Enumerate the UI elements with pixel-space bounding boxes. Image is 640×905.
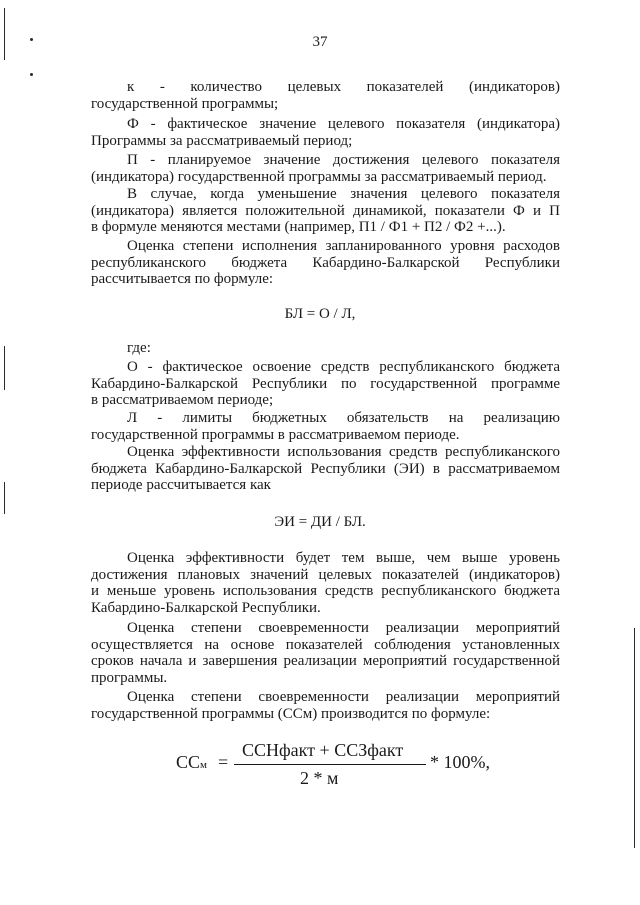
paragraph-efficiency-higher bbox=[91, 550, 560, 616]
text-line: и меньше уровень использования средств республиканского бюджета bbox=[91, 583, 560, 599]
text-line: Оценка степени исполнения запланированного уровня расходов bbox=[127, 238, 560, 254]
formula-bl: БЛ = О / Л, bbox=[284, 306, 356, 322]
formula-ei: ЭИ = ДИ / БЛ. bbox=[274, 514, 366, 530]
text-line: (индикатора) является положительной динамикой, показатели Ф и П bbox=[91, 202, 560, 219]
paragraph-expense-level bbox=[91, 238, 560, 288]
scan-mark bbox=[4, 482, 5, 514]
scan-mark bbox=[30, 73, 33, 76]
paragraph-o bbox=[91, 359, 560, 409]
text-line: осуществляется на основе показателей соблюдения установленных bbox=[91, 636, 560, 653]
paragraph-ssm bbox=[91, 689, 560, 722]
text-line: достижения плановых значений целевых показателей (индикаторов) bbox=[91, 566, 560, 583]
text-line: Кабардино-Балкарской Республики. bbox=[91, 599, 321, 616]
paragraph-efficiency bbox=[91, 444, 560, 494]
formula-lhs: ССм bbox=[176, 752, 207, 772]
paragraph-p bbox=[91, 152, 560, 185]
paragraph-l bbox=[91, 410, 560, 443]
page-number: 37 bbox=[312, 34, 328, 50]
formula-tail: * 100%, bbox=[430, 752, 490, 772]
text-line: к - количество целевых показателей (индикаторов) bbox=[127, 79, 560, 95]
scan-mark bbox=[634, 628, 635, 848]
fraction-bar bbox=[234, 764, 426, 765]
text-line: рассчитывается по формуле: bbox=[91, 271, 274, 287]
formula-numerator: ССНфакт + ССЗфакт bbox=[242, 740, 404, 760]
label-gde bbox=[91, 340, 560, 357]
text-line: периоде рассчитывается как bbox=[91, 477, 271, 493]
text-line: Оценка эффективности будет тем выше, чем выше уровень bbox=[127, 550, 560, 566]
text-line: Оценка степени своевременности реализации мероприятий bbox=[127, 620, 560, 636]
text-line: П - планируемое значение достижения целевого показателя bbox=[127, 152, 560, 168]
scan-mark bbox=[4, 346, 5, 390]
text-line: Л - лимиты бюджетных обязательств на реализацию bbox=[127, 410, 560, 426]
text-line: государственной программы; bbox=[91, 95, 279, 112]
text-line: Оценка степени своевременности реализации мероприятий bbox=[127, 689, 560, 705]
text-line: программы. bbox=[91, 669, 168, 686]
text-line: (индикатора) государственной программы за рассматриваемый период. bbox=[91, 168, 547, 185]
text-line: Кабардино-Балкарской Республики по государственной программе bbox=[91, 375, 560, 392]
scan-mark bbox=[4, 8, 5, 60]
text-line: государственной программы (ССм) производится по формуле: bbox=[91, 705, 491, 722]
text-line: где: bbox=[127, 340, 151, 356]
text-line: сроков начала и завершения реализации мероприятий государственной bbox=[91, 653, 560, 669]
text-line: В случае, когда уменьшение значения целевого показателя bbox=[127, 186, 560, 202]
formula-lhs-subscript: м bbox=[200, 759, 207, 771]
text-line: Ф - фактическое значение целевого показателя (индикатора) bbox=[127, 116, 560, 132]
scan-mark bbox=[30, 38, 33, 41]
text-line: в рассматриваемом периоде; bbox=[91, 392, 274, 408]
text-line: в формуле меняются местами (например, П1 / Ф1 + П2 / Ф2 +...). bbox=[91, 219, 506, 235]
paragraph-f bbox=[91, 116, 560, 149]
paragraph-k bbox=[91, 79, 560, 112]
formula-denominator: 2 * м bbox=[300, 768, 339, 788]
paragraph-timeliness bbox=[91, 620, 560, 686]
text-line: республиканского бюджета Кабардино-Балкарской Республики bbox=[91, 254, 560, 271]
text-line: Программы за рассматриваемый период; bbox=[91, 132, 353, 149]
text-line: О - фактическое освоение средств республиканского бюджета bbox=[127, 359, 560, 375]
paragraph-decrease-case bbox=[91, 186, 560, 236]
text-line: государственной программы в рассматриваемом периоде. bbox=[91, 426, 460, 443]
text-line: бюджета Кабардино-Балкарской Республики (ЭИ) в рассматриваемом bbox=[91, 460, 560, 477]
formula-equals: = bbox=[218, 752, 229, 772]
text-line: Оценка эффективности использования средств республиканского bbox=[127, 444, 560, 460]
